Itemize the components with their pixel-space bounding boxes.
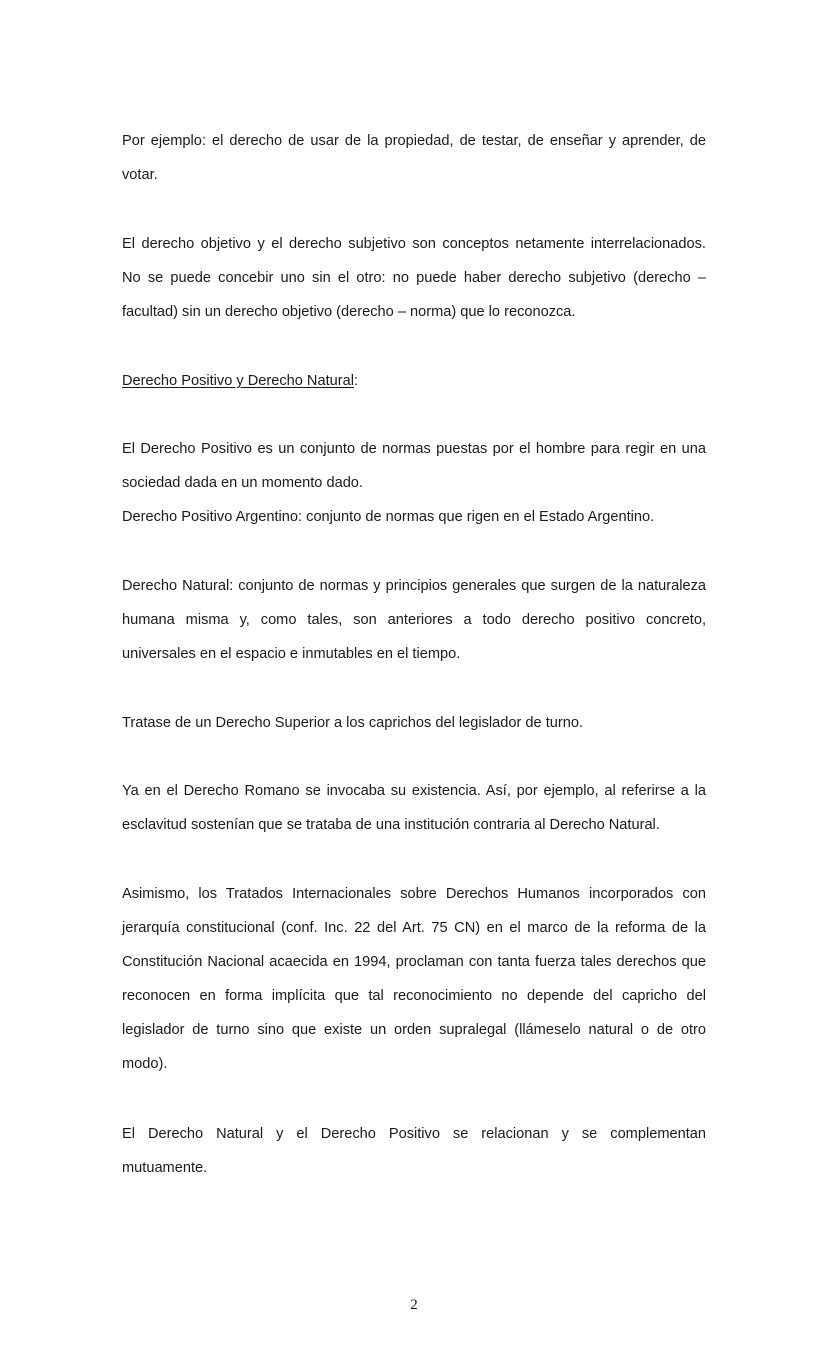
paragraph-roman-law: [122, 781, 706, 849]
paragraph-positive-law: [122, 439, 706, 541]
text-line: Constitución Nacional acaecida en 1994, proclaman con tanta fuerza tales derechos que: [122, 954, 706, 970]
text-line: reconocen en forma implícita que tal reconocimiento no depende del capricho del: [122, 988, 706, 1004]
text-line: No se puede concebir uno sin el otro: no puede haber derecho subjetivo (derecho –: [122, 270, 706, 286]
text-line: universales en el espacio e inmutables en el tiempo.: [122, 646, 461, 662]
paragraph-treaties: [122, 884, 706, 1088]
text-line: modo).: [122, 1056, 168, 1072]
text-line: Asimismo, los Tratados Internacionales sobre Derechos Humanos incorporados con: [122, 886, 706, 902]
text-line: Ya en el Derecho Romano se invocaba su existencia. Así, por ejemplo, al referirse a la: [122, 783, 706, 799]
text-line: sociedad dada en un momento dado.: [122, 475, 363, 491]
text-line: esclavitud sostenían que se trataba de una institución contraria al Derecho Natural.: [122, 817, 660, 833]
paragraph-superior-law: [122, 713, 706, 747]
text-line: Tratase de un Derecho Superior a los caprichos del legislador de turno.: [122, 715, 584, 731]
text-line: Derecho Positivo Argentino: conjunto de normas que rigen en el Estado Argentino.: [122, 509, 655, 525]
text-line: mutuamente.: [122, 1160, 208, 1176]
text-line: facultad) sin un derecho objetivo (derecho – norma) que lo reconozca.: [122, 304, 576, 320]
text-line: El derecho objetivo y el derecho subjetivo son conceptos netamente interrelacionados.: [122, 236, 706, 252]
section-heading: [122, 371, 706, 405]
text-line: Por ejemplo: el derecho de usar de la propiedad, de testar, de enseñar y aprender, de: [122, 133, 706, 149]
text-line: Derecho Natural: conjunto de normas y principios generales que surgen de la naturaleza: [122, 578, 706, 594]
paragraph-objective-subjective: [122, 234, 706, 336]
text-line: El Derecho Natural y el Derecho Positivo se relacionan y se complementan: [122, 1126, 706, 1142]
text-line: legislador de turno sino que existe un orden supralegal (llámeselo natural o de otro: [122, 1022, 706, 1038]
heading-title: Derecho Positivo y Derecho Natural: [122, 373, 354, 389]
page-number: 2: [410, 1297, 418, 1313]
text-line: humana misma y, como tales, son anteriores a todo derecho positivo concreto,: [122, 612, 706, 628]
paragraph-examples: [122, 131, 706, 199]
heading-suffix: :: [353, 373, 359, 389]
text-line: El Derecho Positivo es un conjunto de normas puestas por el hombre para regir en una: [122, 441, 706, 457]
paragraph-natural-law: [122, 576, 706, 678]
text-line: votar.: [122, 167, 158, 183]
paragraph-complement: [122, 1124, 706, 1192]
text-line: jerarquía constitucional (conf. Inc. 22 del Art. 75 CN) en el marco de la reforma de la: [122, 920, 706, 936]
